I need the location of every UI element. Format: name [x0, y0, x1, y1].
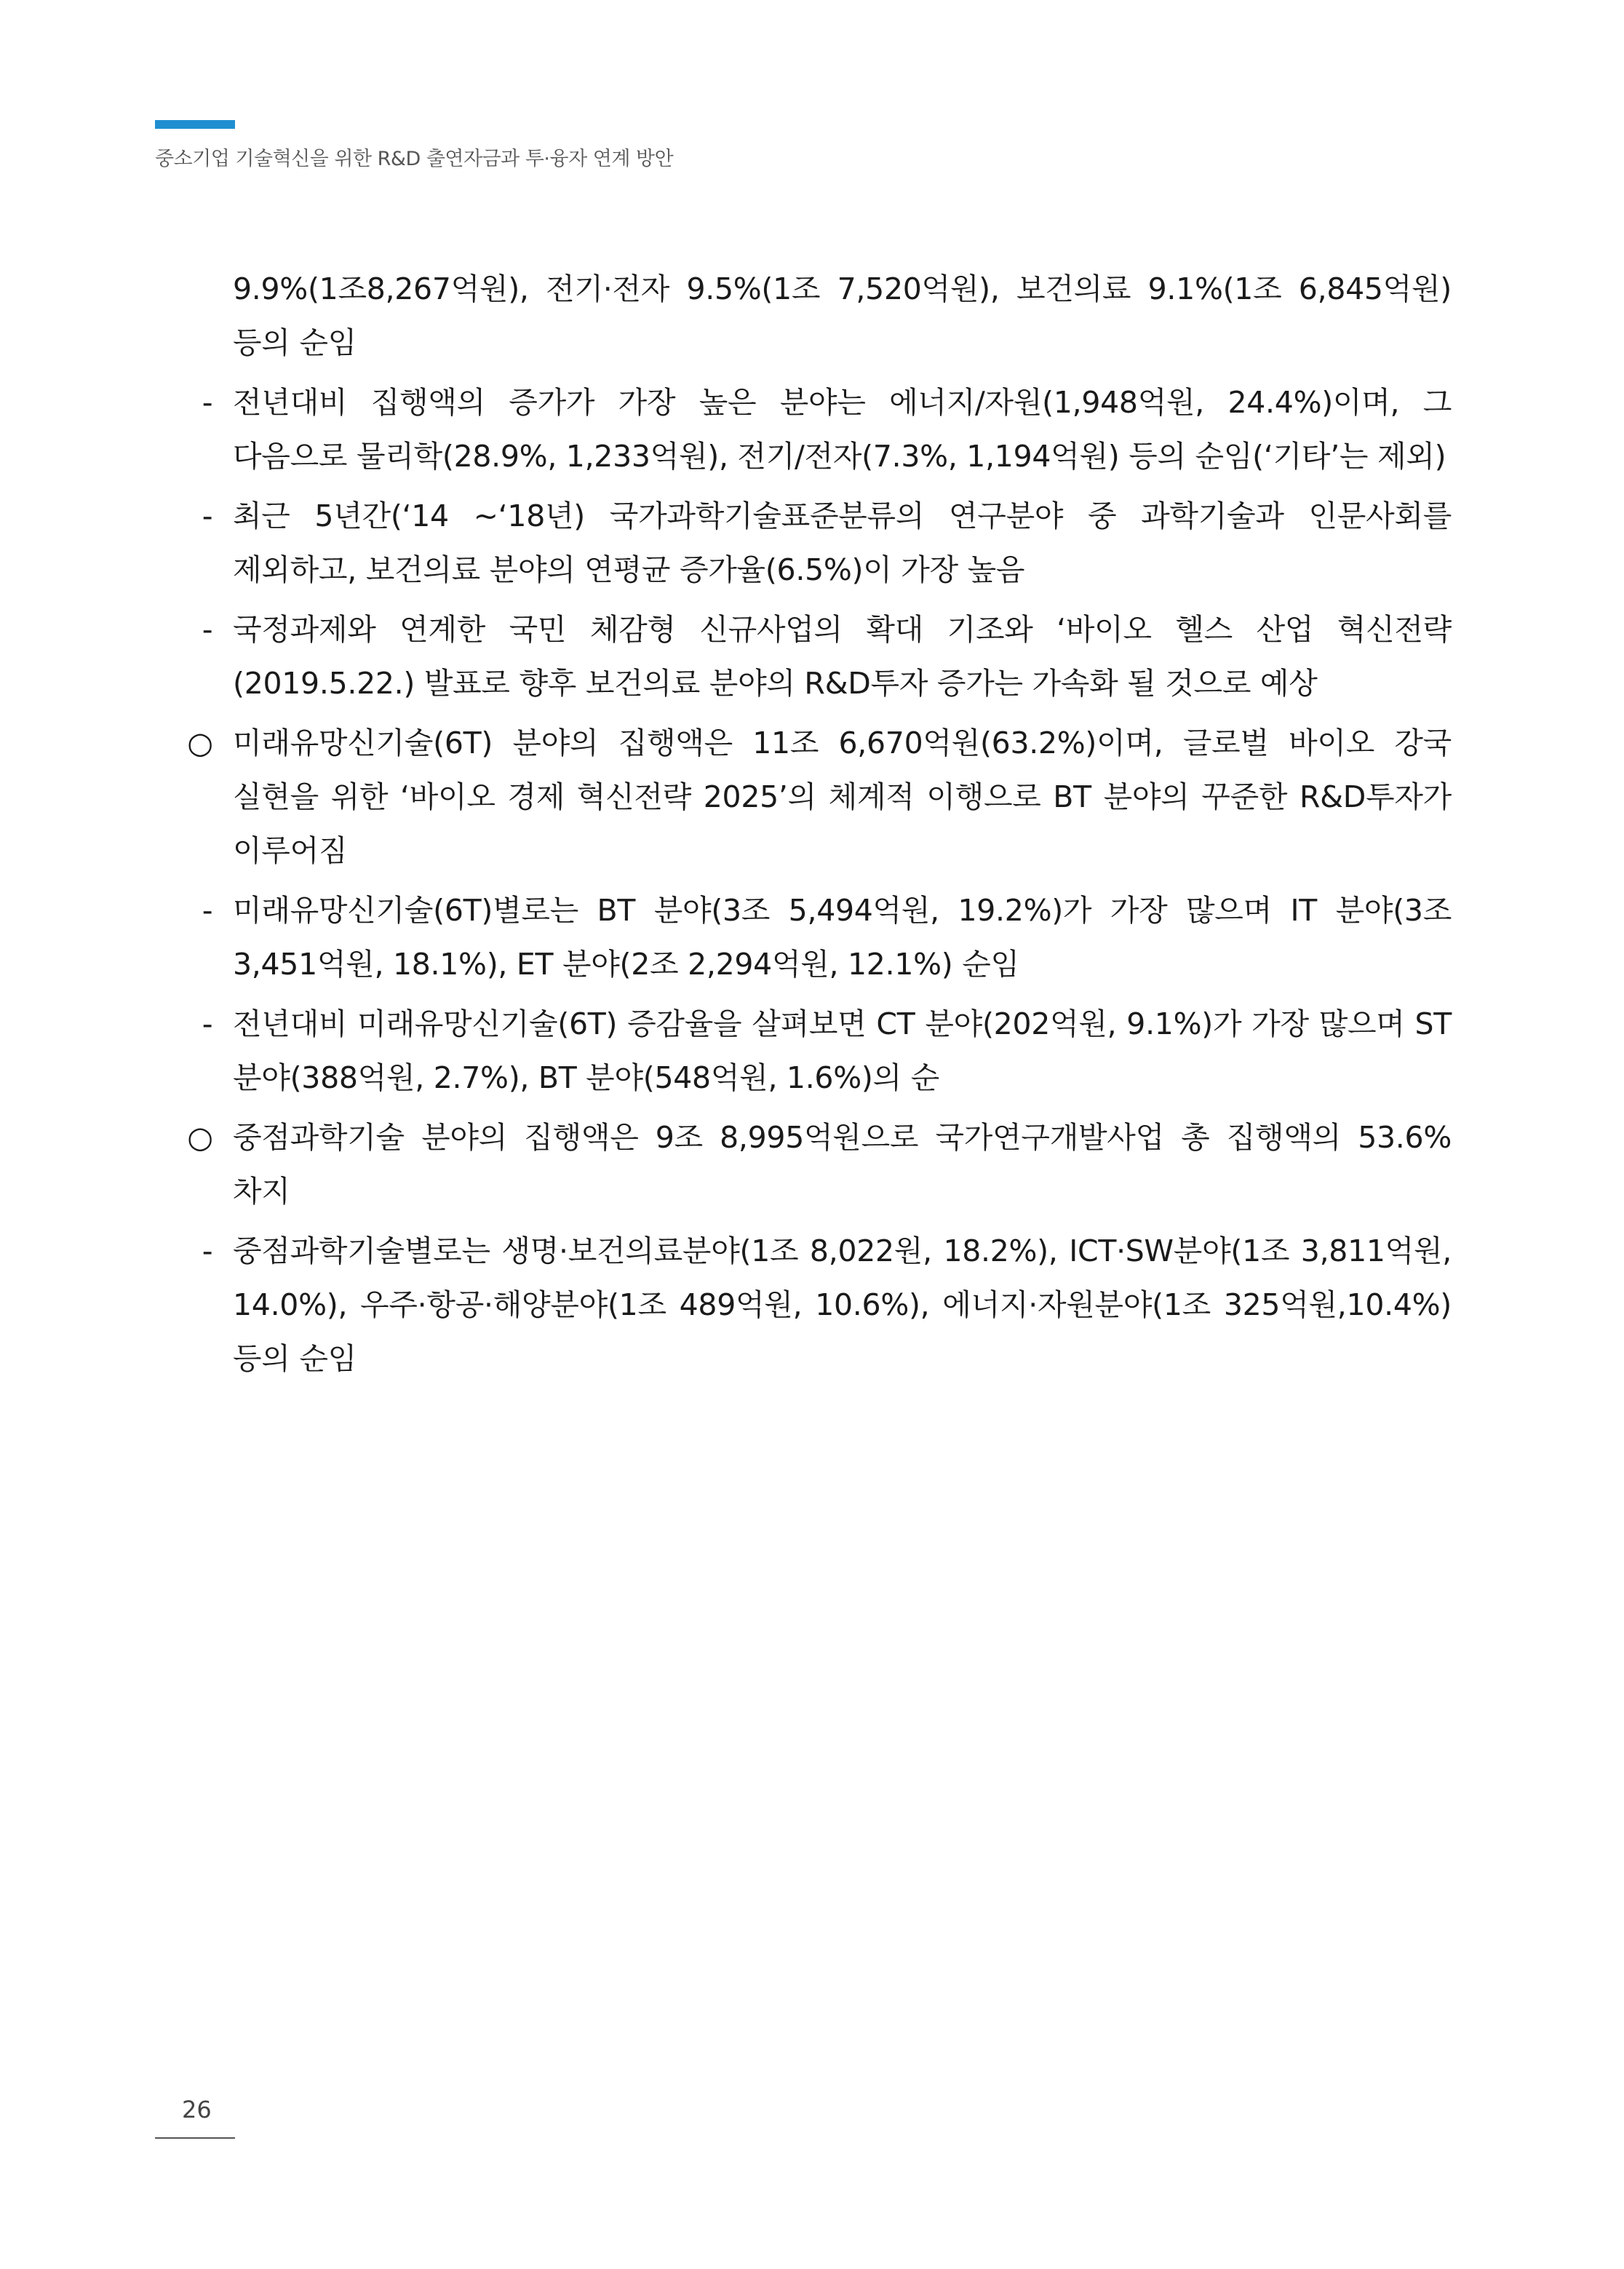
- paragraph-continuation: [182, 262, 1452, 370]
- running-title: 중소기업 기술혁신을 위한 R&D 출연자금과 투·융자 연계 방안: [155, 148, 674, 170]
- dash-item: [182, 375, 1452, 483]
- circle-item: [182, 1110, 1452, 1218]
- circle-marker: ○: [187, 1120, 213, 1155]
- dash-item: [182, 883, 1452, 991]
- circle-marker: ○: [187, 726, 213, 760]
- dash-item: [182, 489, 1452, 597]
- page-number: 26: [182, 2096, 212, 2123]
- dash-marker: -: [202, 385, 213, 420]
- dash-marker: -: [202, 1233, 213, 1268]
- paragraph-text: 미래유망신기술(6T)별로는 BT 분야(3조 5,494억원, 19.2%)가 가장 많으며 IT 분야(3조 3,451억원, 18.1%), ET 분야(2조 2,294억원, 12.1%) 순임: [233, 893, 1452, 982]
- dash-marker: -: [202, 1006, 213, 1041]
- paragraph-text: 중점과학기술별로는 생명·보건의료분야(1조 8,022원, 18.2%), ICT·SW분야(1조 3,811억원, 14.0%), 우주·항공·해양분야(1조 489억원, 10.6%), 에너지·자원분야(1조 325억원,10.4%) 등의 순임: [233, 1233, 1452, 1376]
- dash-marker: -: [202, 612, 213, 647]
- dash-item: [182, 997, 1452, 1105]
- dash-marker: -: [202, 893, 213, 928]
- paragraph-text: 미래유망신기술(6T) 분야의 집행액은 11조 6,670억원(63.2%)이며, 글로벌 바이오 강국 실현을 위한 ‘바이오 경제 혁신전략 2025’의 체계적 이행으로 BT 분야의 꾸준한 R&D투자가 이루어짐: [233, 726, 1452, 868]
- paragraph-text: 국정과제와 연계한 국민 체감형 신규사업의 확대 기조와 ‘바이오 헬스 산업 혁신전략(2019.5.22.) 발표로 향후 보건의료 분야의 R&D투자 증가는 가속화 될 것으로 예상: [233, 612, 1452, 701]
- dash-item: [182, 1224, 1452, 1386]
- body-text: [182, 262, 1452, 1391]
- page-number-rule: [155, 2137, 235, 2139]
- header-accent-bar: [155, 120, 235, 129]
- paragraph-text: 중점과학기술 분야의 집행액은 9조 8,995억원으로 국가연구개발사업 총 집행액의 53.6% 차지: [233, 1120, 1452, 1209]
- paragraph-text: 최근 5년간(‘14 ~‘18년) 국가과학기술표준분류의 연구분야 중 과학기술과 인문사회를 제외하고, 보건의료 분야의 연평균 증가율(6.5%)이 가장 높음: [233, 498, 1452, 587]
- paragraph-text: 전년대비 미래유망신기술(6T) 증감율을 살펴보면 CT 분야(202억원, 9.1%)가 가장 많으며 ST 분야(388억원, 2.7%), BT 분야(548억원, 1.6%)의 순: [233, 1006, 1452, 1095]
- dash-marker: -: [202, 498, 213, 533]
- paragraph-text: 9.9%(1조8,267억원), 전기·전자 9.5%(1조 7,520억원), 보건의료 9.1%(1조 6,845억원) 등의 순임: [233, 271, 1452, 360]
- paragraph-text: 전년대비 집행액의 증가가 가장 높은 분야는 에너지/자원(1,948억원, 24.4%)이며, 그 다음으로 물리학(28.9%, 1,233억원), 전기/전자(7.3%, 1,194억원) 등의 순임(‘기타’는 제외): [233, 385, 1452, 474]
- dash-item: [182, 603, 1452, 710]
- circle-item: [182, 716, 1452, 878]
